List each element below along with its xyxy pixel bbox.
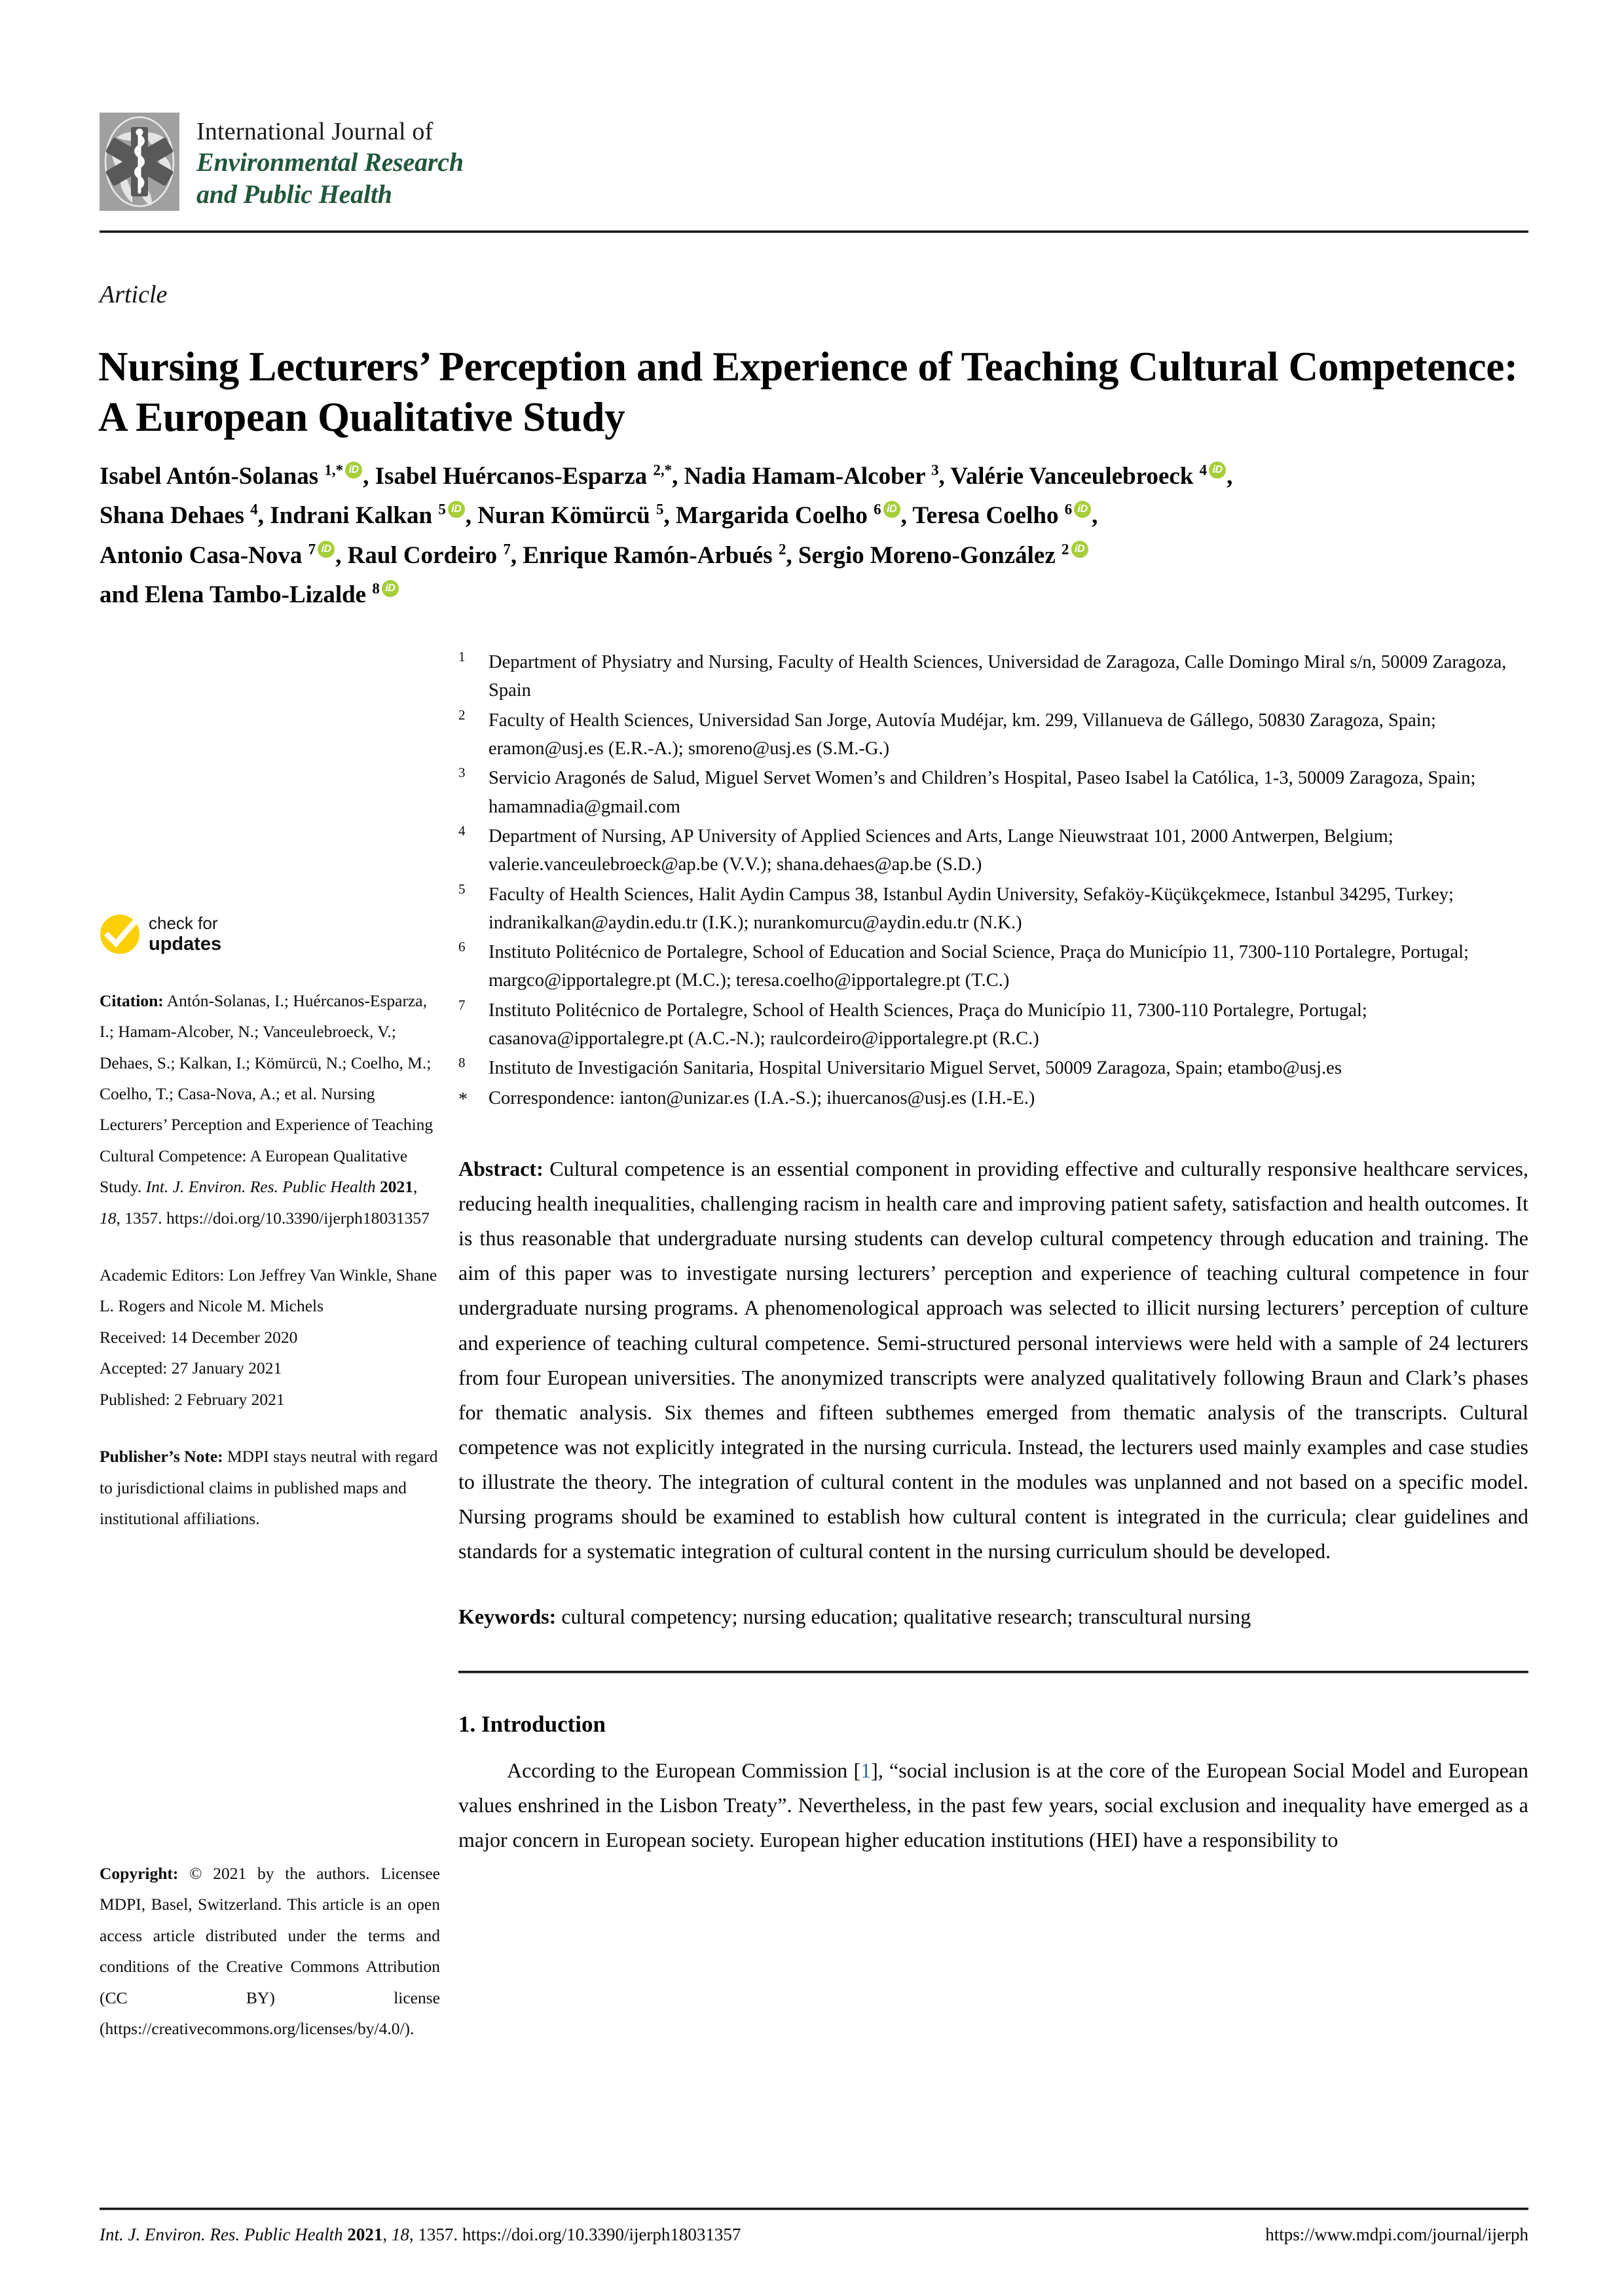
- affiliation-list: [458, 648, 1528, 1112]
- correspondence-marker: *: [458, 1089, 468, 1110]
- citation-journal: Int. J. Environ. Res. Public Health: [145, 1177, 376, 1197]
- author-affil-sup: 2: [1061, 541, 1069, 558]
- citation-volume: 18: [100, 1208, 117, 1228]
- correspondence-text: Correspondence: ianton@unizar.es (I.A.-S.); ihuercanos@usj.es (I.H.-E.): [489, 1087, 1035, 1108]
- author-sep: ,: [1092, 502, 1098, 530]
- author-name: Antonio Casa-Nova: [100, 541, 308, 569]
- author-name: , Enrique Ramón-Arbués: [510, 541, 779, 569]
- orcid-id-icon[interactable]: [883, 501, 900, 518]
- orcid-id-icon[interactable]: [1209, 462, 1226, 479]
- introduction-paragraph: [458, 1753, 1528, 1857]
- author-affil-sup: 6: [874, 501, 881, 518]
- author-name: , Nadia Hamam-Alcober: [672, 463, 932, 490]
- author-name: and Elena Tambo-Lizalde: [100, 581, 373, 608]
- abstract: [458, 1152, 1528, 1569]
- section-divider: [458, 1671, 1528, 1673]
- author-affil-sup: 2: [778, 541, 786, 558]
- affiliation-text: Faculty of Health Sciences, Halit Aydin Campus 38, Istanbul Aydin University, Sefaköy-Küçükçekmece, Istanbul 34295, Turkey; indranikalkan@aydin.edu.tr (I.K.); nurankomurcu@aydin.edu.tr (N.K.): [489, 884, 1454, 933]
- author-name: , Sergio Moreno-González: [786, 541, 1062, 569]
- author-sep: ,: [1227, 463, 1233, 490]
- accepted-date: Accepted: 27 January 2021: [100, 1358, 282, 1378]
- published-date: Published: 2 February 2021: [100, 1389, 285, 1409]
- author-affil-sup: 4: [1199, 462, 1208, 479]
- footer-year: 2021: [347, 2225, 383, 2244]
- author-name: , Nuran Kömürcü: [465, 502, 657, 530]
- page-title: Nursing Lecturers’ Perception and Experience of Teaching Cultural Competence: A European Qualitative Study: [98, 344, 1518, 441]
- orcid-id-icon[interactable]: [318, 541, 335, 558]
- affiliation-text: Department of Physiatry and Nursing, Faculty of Health Sciences, Universidad de Zaragoza, Calle Domingo Miral s/n, 50009 Zaragoza, Spain: [489, 652, 1507, 701]
- affiliation-item: [458, 822, 1528, 879]
- footer-citation-rest: , 1357. https://doi.org/10.3390/ijerph18031357: [409, 2225, 741, 2244]
- correspondence-item: [458, 1084, 1528, 1112]
- affiliation-text: Servicio Aragonés de Salud, Miguel Servet Women’s and Children’s Hospital, Paseo Isabel la Católica, 1-3, 50009 Zaragoza, Spain; hamamnadia@gmail.com: [489, 768, 1476, 817]
- affiliation-text: Faculty of Health Sciences, Universidad San Jorge, Autovía Mudéjar, km. 299, Villanueva de Gállego, 50830 Zaragoza, Spain; eramon@usj.es (E.R.-A.); smoreno@usj.es (S.M.-G.): [489, 710, 1436, 759]
- check-for-updates-icon: [100, 914, 140, 955]
- affiliation-number: 1: [458, 649, 466, 665]
- affiliation-number: 5: [458, 881, 466, 897]
- author-affil-sup: 5: [656, 501, 664, 518]
- journal-line-3: and Public Health: [196, 179, 392, 210]
- check-for-updates-line1: check for: [149, 913, 218, 933]
- affiliation-text: Instituto de Investigación Sanitaria, Hospital Universitario Miguel Servet, 50009 Zaragoza, Spain; etambo@usj.es: [489, 1058, 1342, 1079]
- author-affil-sup: 7: [503, 541, 511, 558]
- citation-doi[interactable]: https://doi.org/10.3390/ijerph18031357: [166, 1208, 430, 1228]
- citation-reference-link[interactable]: 1: [860, 1758, 872, 1782]
- journal-masthead: [100, 113, 464, 211]
- affiliation-number: 4: [458, 822, 466, 839]
- author-affil-sup: 2,*: [653, 462, 673, 479]
- author-name: , Isabel Huércanos-Esparza: [363, 463, 654, 490]
- orcid-id-icon[interactable]: [448, 501, 465, 518]
- author-affil-sup: 6: [1064, 501, 1073, 518]
- journal-line-2: Environmental Research: [196, 147, 464, 177]
- affiliation-item: [458, 764, 1528, 821]
- intro-text-after-citation: ], “social inclusion is at the core of the European Social Model and European values enshrined in the Lisbon Treaty”. Nevertheless, in the past few years, social exclusion and inequality have emerged as a major concern in European society. European higher education institutions (HEI) have a responsibility to: [458, 1758, 1529, 1851]
- affiliation-text: Instituto Politécnico de Portalegre, School of Education and Social Science, Praça do Município 11, 7300-110 Portalegre, Portugal; margco@ipportalegre.pt (M.C.); teresa.coelho@ipportalegre.pt (T.C.): [489, 942, 1469, 991]
- footer-journal-url[interactable]: https://www.mdpi.com/journal/ijerph: [1265, 2225, 1528, 2244]
- citation-article-number: 1357.: [124, 1208, 162, 1228]
- citation-label: Citation:: [100, 991, 164, 1010]
- orcid-id-icon[interactable]: [382, 580, 399, 597]
- affiliation-item: [458, 706, 1528, 763]
- affiliation-text: Instituto Politécnico de Portalegre, School of Health Sciences, Praça do Município 11, 7300-110 Portalegre, Portugal; casanova@ipportalegre.pt (A.C.-N.); raulcordeiro@ipportalegre.pt (R.C.): [489, 1000, 1367, 1049]
- author-list: [100, 457, 1540, 615]
- page-footer: [100, 2225, 1528, 2245]
- abstract-text: Cultural competence is an essential component in providing effective and culturally responsive healthcare services, reducing health inequalities, challenging racism in health care and improving patient safety, satisfaction and health outcomes. It is thus reasonable that undergraduate nursing students can develop cultural competency through education and training. The aim of this paper was to investigate nursing lecturers’ perception and experience of teaching cultural competence in four undergraduate nursing programs. A phenomenological approach was selected to illicit nursing lecturers’ perception of culture and experience of teaching cultural competence. Semi-structured personal interviews were held with a sample of 24 lecturers from four European universities. The anonymized transcripts were analyzed qualitatively following Braun and Clark’s phases for thematic analysis. Six themes and fifteen subthemes emerged from thematic analysis of the transcripts. Cultural competence was not explicitly integrated in the nursing curricula. Instead, the lecturers used mainly examples and case studies to illustrate the theory. The integration of cultural content in the modules was unplanned and not based on a specific model. Nursing programs should be examined to establish how cultural content is integrated in the curricula; clear guidelines and standards for a systematic integration of cultural content in the nursing curriculum should be developed.: [458, 1157, 1528, 1563]
- affiliation-item: [458, 648, 1528, 705]
- affiliation-item: [458, 1054, 1528, 1082]
- section-heading-introduction: 1. Introduction: [458, 1711, 606, 1737]
- header-divider: [100, 230, 1528, 233]
- journal-line-1: International Journal of: [196, 118, 434, 145]
- affiliation-number: 2: [458, 706, 466, 723]
- journal-title-block: [196, 113, 464, 211]
- publisher-note: [100, 1441, 440, 1534]
- affiliation-number: 7: [458, 996, 466, 1013]
- check-for-updates-line2: updates: [149, 933, 222, 955]
- globe-caduceus-logo-icon: [100, 113, 179, 211]
- keywords: [458, 1600, 1528, 1633]
- affiliation-item: [458, 881, 1528, 938]
- author-name: Isabel Antón-Solanas: [100, 463, 325, 490]
- author-name: , Indrani Kalkan: [257, 502, 439, 530]
- citation-block: Citation: Antón-Solanas, I.; Huércanos-Esparza, I.; Hamam-Alcober, N.; Vanceulebroeck, V.; Dehaes, S.; Kalkan, I.; Kömürcü, N.; Coelho, M.; Coelho, T.; Casa-Nova, A.; et al. Nursing Lecturers’ Perception and Experience of Teaching Cultural Competence: A European Qualitative Study. Int. J. Environ. Res. Public Health 2021, 18, 1357. https://doi.org/10.3390/ijerph18031357: [100, 991, 434, 1228]
- copyright-label: Copyright:: [100, 1864, 179, 1883]
- affiliation-item: [458, 938, 1528, 995]
- author-name: , Teresa Coelho: [900, 502, 1065, 530]
- footer-journal-name: Int. J. Environ. Res. Public Health: [100, 2225, 343, 2244]
- author-name: , Margarida Coelho: [663, 502, 874, 530]
- orcid-id-icon[interactable]: [1074, 501, 1091, 518]
- affiliation-number: 3: [458, 765, 466, 781]
- copyright-block: [100, 1858, 440, 2045]
- copyright-text: © 2021 by the authors. Licensee MDPI, Basel, Switzerland. This article is an open access article distributed under the terms and conditions of the Creative Commons Attribution (CC BY) license (https://creativecommons.org/licenses/by/4.0/).: [100, 1864, 440, 2039]
- footer-citation: Int. J. Environ. Res. Public Health 2021, 18, 1357. https://doi.org/10.3390/ijerph18031357: [100, 2225, 741, 2244]
- sidebar: [100, 914, 440, 1534]
- footer-volume: 18: [391, 2225, 409, 2244]
- publisher-note-label: Publisher’s Note:: [100, 1447, 223, 1467]
- affiliation-number: 8: [458, 1055, 466, 1071]
- affiliation-item: [458, 996, 1528, 1053]
- affiliation-number: 6: [458, 939, 466, 955]
- academic-editors: Academic Editors: Lon Jeffrey Van Winkle, Shane L. Rogers and Nicole M. Michels: [100, 1266, 437, 1316]
- keywords-text: cultural competency; nursing education; qualitative research; transcultural nursing: [556, 1605, 1251, 1629]
- check-for-updates-badge[interactable]: [100, 914, 440, 955]
- footer-divider: [100, 2208, 1528, 2210]
- publisher-note-text: MDPI stays neutral with regard to jurisdictional claims in published maps and institutional affiliations.: [100, 1447, 438, 1528]
- affiliation-text: Department of Nursing, AP University of Applied Sciences and Arts, Lange Nieuwstraat 101, 2000 Antwerpen, Belgium; valerie.vanceulebroeck@ap.be (V.V.); shana.dehaes@ap.be (S.D.): [489, 826, 1393, 875]
- received-date: Received: 14 December 2020: [100, 1327, 298, 1347]
- author-name: , Valérie Vanceulebroeck: [938, 463, 1200, 490]
- author-affil-sup: 4: [250, 501, 258, 518]
- main-column: [458, 648, 1528, 1857]
- check-for-updates-text: [149, 914, 221, 955]
- author-affil-sup: 7: [308, 541, 316, 558]
- abstract-label: Abstract:: [458, 1157, 544, 1180]
- author-affil-sup: 5: [438, 501, 446, 518]
- author-affil-sup: 8: [372, 580, 380, 597]
- orcid-id-icon[interactable]: [345, 462, 362, 479]
- author-affil-sup: 1,*: [324, 462, 344, 479]
- orcid-id-icon[interactable]: [1071, 541, 1088, 558]
- author-name: Shana Dehaes: [100, 502, 251, 530]
- article-type-label: Article: [100, 281, 168, 308]
- keywords-label: Keywords:: [458, 1605, 557, 1629]
- citation-year: 2021: [380, 1177, 414, 1197]
- citation-authors: Antón-Solanas, I.; Huércanos-Esparza, I.; Hamam-Alcober, N.; Vanceulebroeck, V.; Dehaes, S.; Kalkan, I.; Kömürcü, N.; Coelho, M.; Coelho, T.; Casa-Nova, A.; et al. Nursing Lecturers’ Perception and Experience of Teaching Cultural Competence: A European Qualitative Study.: [100, 991, 434, 1197]
- intro-text-before-citation: According to the European Commission [: [507, 1758, 861, 1782]
- author-name: , Raul Cordeiro: [335, 541, 504, 569]
- author-affil-sup: 3: [931, 462, 939, 479]
